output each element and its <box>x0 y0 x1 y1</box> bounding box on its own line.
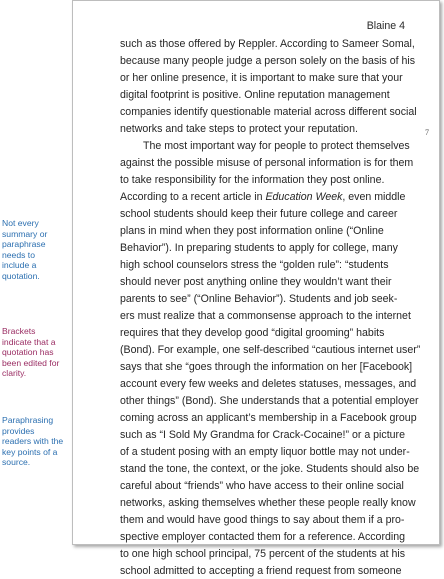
document-page <box>72 0 440 577</box>
note-line: clarity. <box>2 368 27 379</box>
text-line: companies identify questionable material across different social <box>120 106 417 118</box>
note-line: Not every <box>2 218 39 228</box>
text-line: against the possible misuse of personal information is for them <box>120 157 414 169</box>
paragraph-number: 7 <box>425 128 429 137</box>
note-line: paraphrase <box>2 239 46 250</box>
note-line: readers with the <box>2 436 64 447</box>
text-line: careful about “friends” who have access to their online social <box>120 480 404 492</box>
text-line: networks and take steps to protect your reputation. <box>120 123 358 135</box>
text-line: to one high school principal, 75 percent of the students at his <box>120 548 406 560</box>
text-line: of a student posing with an empty liquor bottle may not under- <box>120 446 410 458</box>
note-line: quotation has <box>2 347 54 358</box>
margin-note-summary <box>2 218 72 282</box>
text-line: says that she “goes through the information on her [Facebook] <box>120 361 413 373</box>
text-line: because many people judge a person solely on the basis of his <box>120 55 416 67</box>
text-line: stand the tone, the context, or the joke. Students should also be <box>120 463 420 475</box>
note-line: needs to <box>2 249 35 260</box>
text-line: such as “I Sold My Grandma for Crack-Cocaine!” or a picture <box>120 429 405 441</box>
text-line: other things” (Bond). She understands that a potential employer <box>120 395 419 407</box>
note-line: source. <box>2 457 31 468</box>
text-line: should never post anything online they wouldn’t want their <box>120 276 392 288</box>
note-line: key points of a <box>2 446 58 457</box>
text-line-indented: The most important way for people to protect themselves <box>143 140 410 152</box>
margin-note-paraphrasing <box>2 415 72 468</box>
text-line: school students should keep their future college and career <box>120 208 398 220</box>
text-line: high school counselors stress the “golden rule”: “students <box>120 259 389 271</box>
text-segment: , even middle <box>342 191 406 203</box>
text-segment: According to a recent article in <box>120 191 266 203</box>
note-line: indicate that a <box>2 336 56 347</box>
note-line: Brackets <box>2 326 36 336</box>
text-line: account every few weeks and deletes statuses, messages, and <box>120 378 417 390</box>
note-line: include a <box>2 260 37 271</box>
note-line: quotation. <box>2 270 40 281</box>
text-line: networks, asking themselves whether these people really know <box>120 497 416 509</box>
text-line: to take responsibility for the information they post online. <box>120 174 385 186</box>
running-head: Blaine 4 <box>366 20 405 32</box>
note-line: been edited for <box>2 357 60 368</box>
note-line: summary or <box>2 228 48 239</box>
text-line: them and would have good things to say about them if a pro- <box>120 514 405 526</box>
italic-publication-title: Education Week <box>265 191 343 203</box>
text-line: such as those offered by Reppler. According to Sameer Somal, <box>120 38 415 50</box>
text-line: coming across an applicant’s membership in a Facebook group <box>120 412 417 424</box>
text-line: (Bond). For example, one self-described “cautious internet user” <box>120 344 421 356</box>
text-line-with-italic <box>120 189 405 205</box>
text-line: parents to see” (“Online Behavior”). Students and job seek- <box>120 293 398 305</box>
text-line: spective employer contacted them for a reference. According <box>120 531 406 543</box>
text-line: ers must realize that a commonsense approach to the internet <box>120 310 411 322</box>
text-line: requires that they develop good “digital grooming” habits <box>120 327 385 339</box>
text-line: school admitted to accepting a friend request from someone <box>120 565 402 577</box>
text-line: or her online presence, it is important to make sure that your <box>120 72 403 84</box>
note-line: Paraphrasing <box>2 415 54 425</box>
margin-note-brackets <box>2 326 72 379</box>
text-line: plans in mind when they post information online (“Online <box>120 225 384 237</box>
note-line: provides <box>2 425 35 436</box>
text-line: digital footprint is positive. Online reputation management <box>120 89 390 101</box>
text-line: Behavior”). In preparing students to apply for college, many <box>120 242 398 254</box>
